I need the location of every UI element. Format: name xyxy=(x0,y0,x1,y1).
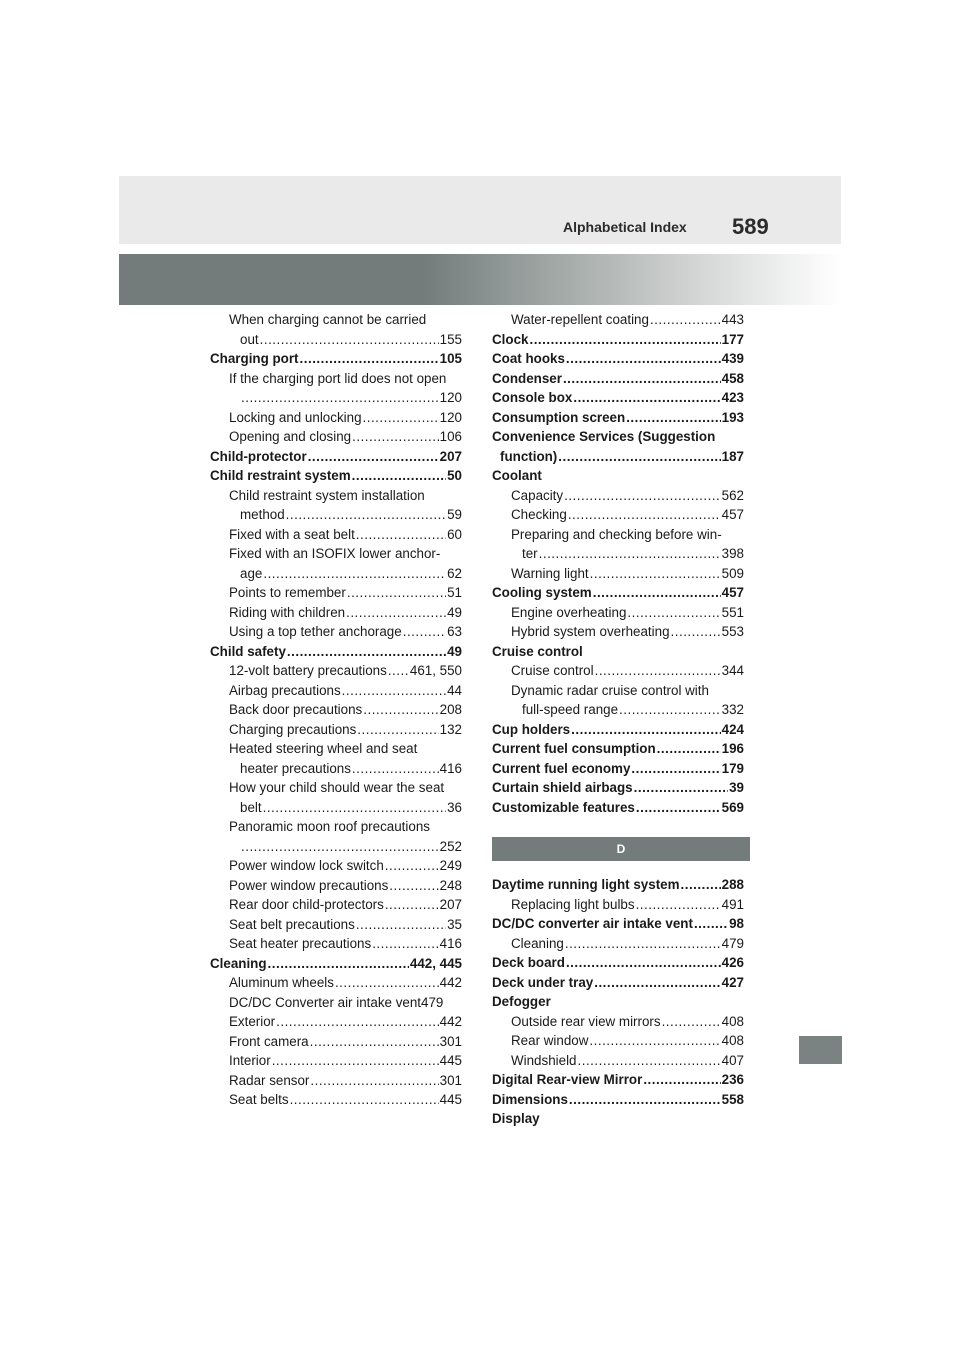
index-entry xyxy=(492,505,744,525)
index-entry xyxy=(210,427,462,447)
index-line: Display xyxy=(492,1111,540,1126)
index-entry xyxy=(210,1090,462,1110)
entry-page: 426 xyxy=(721,955,744,970)
leader-dots xyxy=(388,661,409,681)
leader-dots xyxy=(631,759,720,779)
entry-label: 12-volt battery precautions xyxy=(229,663,387,678)
entry-label: DC/DC converter air intake vent xyxy=(492,916,693,931)
leader-dots xyxy=(626,408,720,428)
entry-label: Deck board xyxy=(492,955,565,970)
entry-page: 248 xyxy=(439,877,462,893)
entry-page: 445 xyxy=(439,1092,462,1107)
section-gradient-bar xyxy=(119,254,841,305)
entry-label: Water-repellent coating xyxy=(511,312,649,327)
index-entry xyxy=(210,720,462,740)
index-line: Dynamic radar cruise control with xyxy=(511,682,709,698)
index-entry xyxy=(210,622,462,642)
leader-dots xyxy=(310,1071,438,1091)
index-column-left xyxy=(210,310,462,1110)
leader-dots xyxy=(565,934,721,954)
leader-dots xyxy=(636,798,721,818)
index-entry xyxy=(492,388,744,408)
index-entry xyxy=(492,447,744,467)
entry-page: 44 xyxy=(447,682,462,698)
leader-dots xyxy=(566,349,721,369)
index-entry xyxy=(210,798,462,818)
leader-dots xyxy=(352,466,446,486)
leader-dots xyxy=(593,583,721,603)
entry-page: 569 xyxy=(721,799,744,815)
chapter-side-tab xyxy=(799,1036,842,1064)
entry-label: Seat belt precautions xyxy=(229,916,355,932)
leader-dots xyxy=(569,1090,721,1110)
entry-page: 442 xyxy=(439,1014,462,1029)
leader-dots xyxy=(363,408,439,428)
leader-dots xyxy=(272,1051,439,1071)
index-entry xyxy=(210,505,462,525)
index-line: Defogger xyxy=(492,994,551,1009)
entry-label: Capacity xyxy=(511,487,564,503)
entry-label: Seat belts xyxy=(229,1092,289,1107)
index-entry xyxy=(492,330,744,350)
entry-page: 408 xyxy=(721,1013,744,1029)
index-entry xyxy=(492,875,744,895)
entry-label: out xyxy=(240,331,259,347)
index-group-c xyxy=(492,310,744,817)
leader-dots xyxy=(308,447,439,467)
leader-dots xyxy=(263,564,446,584)
leader-dots xyxy=(636,895,721,915)
leader-dots xyxy=(643,1070,720,1090)
entry-label: Replacing light bulbs xyxy=(511,896,635,912)
entry-page: 120 xyxy=(439,390,462,405)
entry-label: Opening and closing xyxy=(229,429,352,444)
index-line: Coolant xyxy=(492,468,542,483)
leader-dots xyxy=(594,973,720,993)
entry-page: 332 xyxy=(721,702,744,717)
entry-page: 301 xyxy=(439,1072,462,1088)
leader-dots xyxy=(681,875,721,895)
entry-label: Child restraint system xyxy=(210,468,351,483)
entry-page: 177 xyxy=(721,331,744,347)
index-entry xyxy=(210,583,462,603)
index-entry xyxy=(210,681,462,701)
entry-label: Checking xyxy=(511,507,567,522)
entry-page: 39 xyxy=(729,780,744,795)
entry-page: 106 xyxy=(439,429,462,444)
index-entry xyxy=(210,525,462,545)
entry-label: Charging port xyxy=(210,351,299,366)
index-entry xyxy=(210,876,462,896)
index-entry xyxy=(492,778,744,798)
entry-page: 35 xyxy=(447,916,462,932)
entry-page: 36 xyxy=(447,799,462,815)
entry-page: 249 xyxy=(439,858,462,873)
index-entry xyxy=(210,1012,462,1032)
entry-label: age xyxy=(240,565,263,581)
index-entry xyxy=(210,1071,462,1091)
leader-dots xyxy=(352,427,439,447)
entry-page: 408 xyxy=(721,1033,744,1048)
entry-page: 457 xyxy=(721,507,744,522)
leader-dots xyxy=(342,681,446,701)
index-entry xyxy=(210,759,462,779)
index-column-right xyxy=(492,310,744,1129)
entry-page: 132 xyxy=(439,721,462,737)
leader-dots xyxy=(356,525,446,545)
entry-label: Locking and unlocking xyxy=(229,409,362,425)
entry-page: 424 xyxy=(721,721,744,737)
entry-label: Child-protector xyxy=(210,448,307,464)
leader-dots xyxy=(276,1012,439,1032)
index-entry xyxy=(492,798,744,818)
entry-page: 59 xyxy=(447,507,462,522)
index-entry xyxy=(492,1070,744,1090)
leader-dots xyxy=(573,388,720,408)
leader-dots xyxy=(335,973,439,993)
entry-page: 288 xyxy=(721,877,744,892)
entry-label: Using a top tether anchorage xyxy=(229,624,402,639)
index-entry xyxy=(492,310,744,330)
entry-page: 207 xyxy=(439,897,462,912)
leader-dots xyxy=(627,603,720,623)
entry-page: 427 xyxy=(721,974,744,990)
index-entry xyxy=(492,583,744,603)
entry-label: Cup holders xyxy=(492,721,571,737)
entry-label: Consumption screen xyxy=(492,409,626,425)
leader-dots xyxy=(403,622,446,642)
leader-dots xyxy=(241,388,439,408)
entry-page: 442, 445 xyxy=(409,955,462,971)
entry-page: 457 xyxy=(721,585,744,600)
index-entry xyxy=(492,1031,744,1051)
index-entry xyxy=(492,700,744,720)
leader-dots xyxy=(385,856,439,876)
entry-page: 50 xyxy=(447,468,462,483)
index-line: When charging cannot be carried xyxy=(229,312,427,327)
entry-page: 442 xyxy=(439,975,462,990)
index-entry xyxy=(210,700,462,720)
entry-page: 458 xyxy=(721,370,744,386)
leader-dots xyxy=(529,330,720,350)
leader-dots xyxy=(290,1090,439,1110)
index-entry xyxy=(210,915,462,935)
index-entry xyxy=(492,895,744,915)
entry-page: 196 xyxy=(721,741,744,756)
index-entry xyxy=(210,973,462,993)
entry-label: Current fuel consumption xyxy=(492,741,656,756)
entry-page: 51 xyxy=(447,585,462,600)
entry-page: 558 xyxy=(721,1091,744,1107)
page-number: 589 xyxy=(732,214,769,239)
entry-page: 479 xyxy=(721,935,744,951)
entry-label: Clock xyxy=(492,331,529,347)
index-entry xyxy=(492,1012,744,1032)
leader-dots xyxy=(385,895,439,915)
entry-label: Radar sensor xyxy=(229,1072,310,1088)
leader-dots xyxy=(634,778,728,798)
entry-label: Dimensions xyxy=(492,1091,568,1107)
leader-dots xyxy=(363,700,438,720)
index-entry xyxy=(492,622,744,642)
index-entry xyxy=(492,486,744,506)
entry-label: Outside rear view mirrors xyxy=(511,1013,661,1029)
leader-dots xyxy=(694,914,728,934)
leader-dots xyxy=(287,642,446,662)
leader-dots xyxy=(300,349,439,369)
entry-page: 236 xyxy=(721,1072,744,1087)
index-entry xyxy=(210,349,462,369)
leader-dots xyxy=(263,798,447,818)
entry-label: Curtain shield airbags xyxy=(492,780,633,795)
index-entry xyxy=(210,388,462,408)
entry-label: ter xyxy=(522,546,538,561)
leader-dots xyxy=(671,622,721,642)
entry-label: Fixed with a seat belt xyxy=(229,526,355,542)
entry-page: 445 xyxy=(439,1053,462,1068)
index-entry xyxy=(492,1051,744,1071)
index-entry xyxy=(210,934,462,954)
index-entry xyxy=(492,739,744,759)
entry-page: 252 xyxy=(439,838,462,854)
entry-label: Front camera xyxy=(229,1033,309,1049)
entry-page: 98 xyxy=(729,916,744,931)
index-entry xyxy=(492,973,744,993)
leader-dots xyxy=(590,564,721,584)
index-entry xyxy=(210,330,462,350)
leader-dots xyxy=(241,837,439,857)
entry-label: method xyxy=(240,507,285,522)
index-entry xyxy=(492,544,744,564)
entry-page: 208 xyxy=(439,702,462,717)
entry-page: 509 xyxy=(721,565,744,581)
entry-label: heater precautions xyxy=(240,760,351,776)
leader-dots xyxy=(662,1012,721,1032)
entry-label: Daytime running light system xyxy=(492,877,680,892)
index-entry xyxy=(492,349,744,369)
leader-dots xyxy=(357,720,438,740)
index-group-d xyxy=(492,875,744,1129)
header-title: Alphabetical Index xyxy=(563,219,687,235)
entry-page: 193 xyxy=(721,409,744,425)
index-line: Heated steering wheel and seat xyxy=(229,741,418,756)
leader-dots xyxy=(563,369,721,389)
leader-dots xyxy=(356,915,446,935)
index-entry xyxy=(492,914,744,934)
index-entry xyxy=(210,954,462,974)
leader-dots xyxy=(595,661,721,681)
leader-dots xyxy=(260,330,439,350)
leader-dots xyxy=(568,505,721,525)
index-line: Convenience Services (Suggestion xyxy=(492,429,716,444)
entry-label: Console box xyxy=(492,390,573,405)
entry-label: Back door precautions xyxy=(229,702,363,717)
entry-page: 63 xyxy=(447,624,462,639)
entry-page: 120 xyxy=(439,409,462,425)
entry-page: 398 xyxy=(721,546,744,561)
leader-dots xyxy=(310,1032,439,1052)
section-header-d: D xyxy=(492,837,750,861)
index-line: How your child should wear the seat xyxy=(229,780,445,795)
leader-dots xyxy=(286,505,446,525)
index-entry xyxy=(492,564,744,584)
leader-dots xyxy=(352,759,439,779)
index-entry xyxy=(492,603,744,623)
index-entry xyxy=(210,447,462,467)
entry-label: Rear window xyxy=(511,1033,589,1048)
index-entry xyxy=(210,895,462,915)
entry-page: 439 xyxy=(721,351,744,366)
entry-page: 155 xyxy=(439,331,462,347)
entry-label: Charging precautions xyxy=(229,721,357,737)
index-entry xyxy=(492,1090,744,1110)
index-entry xyxy=(492,369,744,389)
index-entry xyxy=(210,1032,462,1052)
entry-page: 443 xyxy=(721,312,744,327)
entry-page: 551 xyxy=(721,604,744,620)
leader-dots xyxy=(346,603,446,623)
entry-label: Power window lock switch xyxy=(229,858,384,873)
entry-label: Cleaning xyxy=(210,955,267,971)
leader-dots xyxy=(564,486,721,506)
entry-label: Condenser xyxy=(492,370,562,386)
entry-page: 49 xyxy=(447,604,462,620)
index-entry xyxy=(492,934,744,954)
entry-label: Airbag precautions xyxy=(229,682,341,698)
entry-label: Aluminum wheels xyxy=(229,975,334,990)
index-entry xyxy=(210,837,462,857)
entry-label: Cleaning xyxy=(511,935,564,951)
entry-label: Riding with children xyxy=(229,604,346,620)
entry-page: 60 xyxy=(447,526,462,542)
index-line: DC/DC Converter air intake vent479 xyxy=(229,994,444,1010)
entry-label: Cruise control xyxy=(511,663,594,678)
entry-page: 416 xyxy=(439,760,462,776)
leader-dots xyxy=(566,953,721,973)
index-entry xyxy=(210,642,462,662)
entry-label: Windshield xyxy=(511,1052,577,1068)
index-entry xyxy=(492,661,744,681)
entry-label: Cooling system xyxy=(492,585,592,600)
leader-dots xyxy=(589,1031,720,1051)
leader-dots xyxy=(619,700,721,720)
entry-label: Deck under tray xyxy=(492,974,594,990)
entry-label: function) xyxy=(500,448,558,464)
entry-label: Exterior xyxy=(229,1014,276,1029)
index-line: Preparing and checking before win- xyxy=(511,526,722,542)
leader-dots xyxy=(347,583,446,603)
leader-dots xyxy=(268,954,409,974)
index-line: Cruise control xyxy=(492,643,583,659)
entry-page: 179 xyxy=(721,760,744,776)
entry-label: Child safety xyxy=(210,643,286,659)
leader-dots xyxy=(657,739,721,759)
index-entry xyxy=(210,466,462,486)
entry-label: Customizable features xyxy=(492,799,635,815)
entry-page: 553 xyxy=(721,624,744,639)
entry-label: Power window precautions xyxy=(229,877,389,893)
entry-label: belt xyxy=(240,799,262,815)
index-entry xyxy=(210,1051,462,1071)
entry-page: 461, 550 xyxy=(409,663,462,678)
entry-label: Current fuel economy xyxy=(492,760,631,776)
leader-dots xyxy=(558,447,720,467)
entry-label: Engine overheating xyxy=(511,604,627,620)
entry-page: 62 xyxy=(447,565,462,581)
entry-page: 491 xyxy=(721,896,744,912)
index-entry xyxy=(210,603,462,623)
entry-label: Points to remember xyxy=(229,585,346,600)
entry-page: 562 xyxy=(721,487,744,503)
entry-label: Hybrid system overheating xyxy=(511,624,670,639)
leader-dots xyxy=(578,1051,721,1071)
index-line: Child restraint system installation xyxy=(229,487,425,503)
leader-dots xyxy=(389,876,438,896)
entry-page: 301 xyxy=(439,1033,462,1049)
entry-label: Interior xyxy=(229,1053,271,1068)
entry-label: Coat hooks xyxy=(492,351,565,366)
entry-label: Warning light xyxy=(511,565,589,581)
index-entry xyxy=(210,408,462,428)
entry-page: 105 xyxy=(439,351,462,366)
index-entry xyxy=(210,564,462,584)
entry-label: Seat heater precautions xyxy=(229,936,372,951)
entry-label: Digital Rear-view Mirror xyxy=(492,1072,643,1087)
leader-dots xyxy=(571,720,721,740)
entry-label: full-speed range xyxy=(522,702,619,717)
entry-page: 344 xyxy=(721,663,744,678)
index-entry xyxy=(492,408,744,428)
entry-page: 416 xyxy=(439,936,462,951)
leader-dots xyxy=(372,934,438,954)
entry-page: 187 xyxy=(721,448,744,464)
entry-page: 423 xyxy=(721,390,744,405)
entry-page: 407 xyxy=(721,1052,744,1068)
index-line: If the charging port lid does not open xyxy=(229,370,447,386)
index-entry xyxy=(210,661,462,681)
index-line: Fixed with an ISOFIX lower anchor- xyxy=(229,546,441,561)
entry-label: Rear door child-protectors xyxy=(229,897,384,912)
entry-page: 49 xyxy=(447,643,462,659)
index-entry xyxy=(492,953,744,973)
index-entry xyxy=(492,720,744,740)
index-entry xyxy=(210,856,462,876)
leader-dots xyxy=(650,310,721,330)
leader-dots xyxy=(539,544,721,564)
entry-page: 207 xyxy=(439,448,462,464)
index-entry xyxy=(492,759,744,779)
index-line: Panoramic moon roof precautions xyxy=(229,819,430,834)
